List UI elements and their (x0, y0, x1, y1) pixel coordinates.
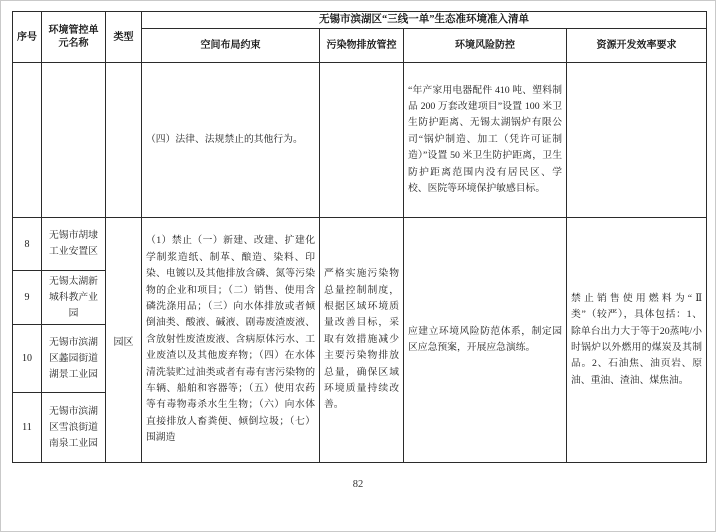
header-resource: 资源开发效率要求 (567, 29, 707, 63)
carryover-pollutant-cell (320, 63, 404, 218)
header-risk: 环境风险防控 (404, 29, 567, 63)
carryover-index-cell (13, 63, 42, 218)
row-8-unit-name: 无锡市胡埭工业安置区 (42, 218, 106, 271)
header-index: 序号 (13, 12, 42, 63)
row-10-unit-name: 无锡市滨湖区蠡园街道湖景工业园 (42, 325, 106, 393)
table-row (13, 63, 707, 218)
merged-type-cell: 园区 (106, 218, 142, 463)
row-10-index: 10 (13, 325, 42, 393)
carryover-spatial-cell: （四）法律、法规禁止的其他行为。 (142, 63, 320, 218)
carryover-name-cell (42, 63, 106, 218)
merged-risk-cell: 应建立环境风险防范体系，制定园区应急预案，开展应急演练。 (404, 218, 567, 463)
table-title: 无锡市滨湖区“三线一单”生态准环境准入清单 (142, 12, 707, 29)
merged-resource-cell: 禁止销售使用燃料为“Ⅱ类”（较严），具体包括：1、除单台出力大于等于20蒸吨/小时锅炉以外燃用的煤炭及其制品。2、石油焦、油页岩、原油、重油、渣油、煤焦油。 (567, 218, 707, 463)
header-pollutant: 污染物排放管控 (320, 29, 404, 63)
merged-pollutant-cell: 严格实施污染物总量控制制度，根据区域环境质量改善目标，采取有效措施减少主要污染物排放总量，确保区域环境质量持续改善。 (320, 218, 404, 463)
page-number: 82 (352, 479, 364, 490)
carryover-risk-cell: “年产家用电器配件 410 吨、塑料制品 200 万套改建项目”设置 100 米卫生防护距离、无锡太湖锅炉有限公司“锅炉制造、加工（凭许可证制造）”设置 50 米卫生防护距离，卫生防护距离范围内没有居民区、学校、医院等环境保护敏感目标。 (404, 63, 567, 218)
table-row (13, 218, 707, 271)
row-8-index: 8 (13, 218, 42, 271)
carryover-type-cell (106, 63, 142, 218)
header-type: 类型 (106, 12, 142, 63)
row-9-unit-name: 无锡太湖新城科教产业园 (42, 271, 106, 325)
row-9-index: 9 (13, 271, 42, 325)
merged-spatial-cell: （1）禁止（一）新建、改建、扩建化学制浆造纸、制革、酿造、染料、印染、电镀以及其他排放含磷、氮等污染物的企业和项目；（二）销售、使用含磷洗涤用品；（三）向水体排放或者倾倒油类、酸液、碱液、剧毒废渣废液、含放射性废渣废液、含病原体污水、工业废渣以及其他废弃物；（四）在水体清洗装贮过油类或者有毒有害污染物的车辆、船舶和容器等；（五）使用农药等有毒物毒杀水生生物；（六）向水体直接排放人畜粪便、倾倒垃圾；（七）围湖造 (142, 218, 320, 463)
header-spatial: 空间布局约束 (142, 29, 320, 63)
access-list-table (12, 11, 707, 463)
row-11-unit-name: 无锡市滨湖区雪浪街道南泉工业园 (42, 393, 106, 463)
carryover-resource-cell (567, 63, 707, 218)
row-11-index: 11 (13, 393, 42, 463)
header-unit-name: 环境管控单元名称 (42, 12, 106, 63)
